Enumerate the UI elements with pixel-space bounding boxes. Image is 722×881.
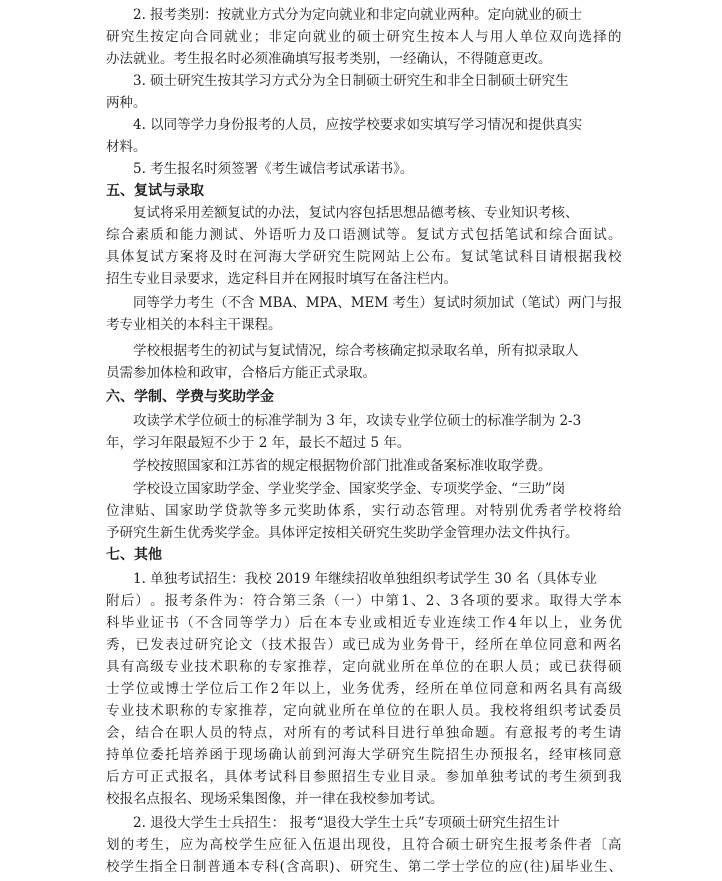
paragraph-line: 综 合 素 质 和 能 力 测 试 、 外 语 听 力 及 口 语 测 试 等 。 复 试 方 式 包 括 笔 试 和 综 合 面 试 。 — [106, 227, 622, 243]
paragraph-line: 划 的 考 生 ， 应 为 高 校 学 生 应 征 入 伍 退 出 现 役 ， 且 符 合 硕 士 研 究 生 报 考 条 件 者 〔 高 — [106, 837, 622, 853]
paragraph-line: 会 ， 结 合 在 职 人 员 的 特 点 ， 对 所 有 的 考 试 科 目 进 行 单 独 命 题 。 有 意 报 考 的 考 生 请 — [106, 725, 622, 741]
paragraph-line: 具 体 复 试 方 案 将 及 时 在 河 海 大 学 研 究 生 院 网 站 上 公 布 。 复 试 笔 试 科 目 请 根 据 我 校 — [106, 249, 622, 265]
paragraph-line: 校 学 生 指 全 日 制 普 通 本 专 科 ( 含 高 职 ) 、 研 究 生 、 第 二 学 士 学 位 的 应 ( 往 ) 届 毕 业 生 、 — [106, 859, 622, 875]
paragraph-line: 办法就业。考生报名时必须准确填写报考类别，一经确认，不得随意更改。 — [106, 51, 552, 67]
paragraph-line: 2. 报考类别：按就业方式分为定向就业和非定向就业两种。定向就业的硕士 — [133, 7, 583, 23]
paragraph-line: 5. 考生报名时须签署《考生诚信考试承诺书》。 — [133, 161, 414, 177]
paragraph-line: 考专业相关的本科主干课程。 — [106, 317, 282, 333]
section-heading: 五、复试与录取 — [106, 183, 204, 199]
paragraph-line: 同等学力考生（不含 MBA、MPA、MEM 考生）复试时须加试（笔试）两门与报 — [133, 295, 622, 311]
paragraph-line: 复试将采用差额复试的办法，复试内容包括思想品德考核、专业知识考核、 — [133, 205, 579, 221]
paragraph-line: 士 学 位 或 博 士 学 位 后 工 作 2 年 以 上 ， 业 务 优 秀 ， 经 所 在 单 位 同 意 和 两 名 具 有 高 级 — [106, 681, 622, 697]
paragraph-line: 附 后 ） 。 报 考 条 件 为 ： 符 合 第 三 条 （ 一 ） 中 第 1 、 2 、 3 各 项 的 要 求 。 取 得 大 学 本 — [106, 593, 622, 609]
section-heading: 六、学制、学费与奖助学金 — [106, 389, 274, 405]
paragraph-line: 校报名点报名、现场采集图像，并一律在我校参加考试。 — [106, 791, 444, 807]
paragraph-line: 予研究生新生优秀奖学金。具体评定按相关研究生奖助学金管理办法文件执行。 — [106, 525, 579, 541]
paragraph-line: 攻读学术学位硕士的标准学制为 3 年，攻读专业学位硕士的标准学制为 2-3 — [133, 413, 582, 429]
paragraph-line: 招生专业目录要求，选定科目并在网报时填写在备注栏内。 — [106, 271, 457, 287]
paragraph-line: 员需参加体检和政审，合格后方能正式录取。 — [106, 365, 376, 381]
paragraph-line: 1. 单独考试招生：我校 2019 年继续招收单独组织考试学生 30 名（具体专业 — [133, 571, 597, 587]
paragraph-line: 后 方 可 正 式 报 名 ， 具 体 考 试 科 目 参 照 招 生 专 业 目 录 。 参 加 单 独 考 试 的 考 生 须 到 我 — [106, 769, 622, 785]
paragraph-line: 研 究 生 按 定 向 合 同 就 业 ； 非 定 向 就 业 的 硕 士 研 究 生 按 本 人 与 用 人 单 位 双 向 选 择 的 — [106, 29, 622, 45]
paragraph-line: 年，学习年限最短不少于 2 年，最长不超过 5 年。 — [106, 435, 411, 451]
paragraph-line: 具 有 高 级 专 业 技 术 职 称 的 专 家 推 荐 ， 定 向 就 业 所 在 单 位 的 在 职 人 员 ； 或 已 获 得 硕 — [106, 659, 622, 675]
paragraph-line: 学校设立国家助学金、学业奖学金、国家奖学金、专项奖学金、“三助”岗 — [133, 481, 566, 497]
paragraph-line: 学校按照国家和江苏省的规定根据物价部门批准或备案标准收取学费。 — [133, 458, 552, 474]
paragraph-line: 秀 ， 已 发 表 过 研 究 论 文 （ 技 术 报 告 ） 或 已 成 为 业 务 骨 干 ， 经 所 在 单 位 同 意 和 两 名 — [106, 637, 622, 653]
paragraph-line: 2. 退役大学生士兵招生： 报考“退役大学生士兵”专项硕士研究生招生计 — [133, 815, 560, 831]
paragraph-line: 材料。 — [106, 139, 147, 155]
paragraph-line: 两种。 — [106, 95, 147, 111]
paragraph-line: 3. 硕士研究生按其学习方式分为全日制硕士研究生和非全日制硕士研究生 — [133, 73, 569, 89]
paragraph-line: 学校根据考生的初试与复试情况，综合考核确定拟录取名单，所有拟录取人 — [133, 343, 579, 359]
paragraph-line: 4. 以同等学力身份报考的人员，应按学校要求如实填写学习情况和提供真实 — [133, 117, 583, 133]
paragraph-line: 科 毕 业 证 书 （ 不 含 同 等 学 力 ） 后 在 本 专 业 或 相 近 专 业 连 续 工 作 4 年 以 上 ， 业 务 优 — [106, 615, 622, 631]
paragraph-line: 位 津 贴 、 国 家 助 学 贷 款 等 多 元 奖 助 体 系 ， 实 行 动 态 管 理 。 对 特 别 优 秀 者 学 校 将 给 — [106, 503, 622, 519]
section-heading: 七、其他 — [106, 547, 162, 563]
paragraph-line: 持 单 位 委 托 培 养 函 于 现 场 确 认 前 到 河 海 大 学 研 究 生 院 招 生 办 预 报 名 ， 经 审 核 同 意 — [106, 747, 622, 763]
paragraph-line: 专 业 技 术 职 称 的 专 家 推 荐 ， 定 向 就 业 所 在 单 位 的 在 职 人 员 。 我 校 将 组 织 考 试 委 员 — [106, 703, 622, 719]
